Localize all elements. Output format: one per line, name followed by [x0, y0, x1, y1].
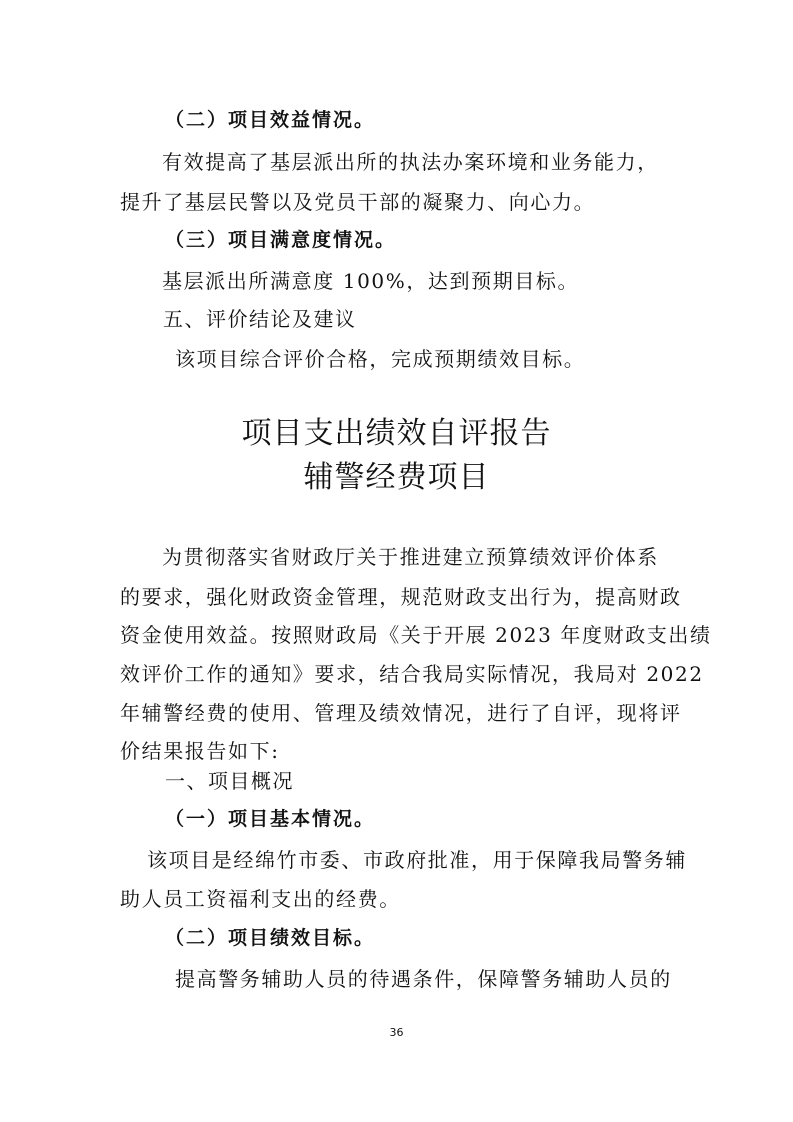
page-number: 36: [389, 1026, 404, 1039]
paragraph-line: 助人员工资福利支出的经费。: [120, 887, 401, 911]
section-heading-goals: （二）项目绩效目标。: [165, 927, 376, 949]
report-title: 项目支出绩效自评报告: [241, 416, 552, 451]
paragraph-line: 该项目综合评价合格，完成预期绩效目标。: [175, 347, 586, 371]
paragraph-line: 的要求，强化财政资金管理，规范财政支出行为，提高财政: [120, 585, 682, 609]
paragraph-line: 年辅警经费的使用、管理及绩效情况，进行了自评，现将评: [120, 701, 682, 725]
report-subtitle: 辅警经费项目: [303, 460, 490, 495]
paragraph-line: 基层派出所满意度 100%，达到预期目标。: [162, 269, 580, 293]
paragraph-line: 价结果报告如下:: [120, 739, 280, 763]
paragraph-line: 效评价工作的通知》要求，结合我局实际情况，我局对 2022: [120, 662, 704, 686]
paragraph-line: 提高警务辅助人员的待遇条件，保障警务辅助人员的: [175, 967, 672, 991]
section-heading-benefit: （二）项目效益情况。: [165, 109, 376, 131]
section-heading-basic-info: （一）项目基本情况。: [165, 808, 376, 830]
section-heading-satisfaction: （三）项目满意度情况。: [165, 229, 397, 251]
paragraph-line: 该项目是经绵竹市委、市政府批准，用于保障我局警务辅: [147, 848, 687, 872]
section-heading-overview: 一、项目概况: [165, 769, 294, 793]
paragraph-line: 为贯彻落实省财政厅关于推进建立预算绩效评价体系: [162, 545, 659, 569]
paragraph-line: 有效提高了基层派出所的执法办案环境和业务能力，: [162, 150, 659, 174]
section-heading-conclusion: 五、评价结论及建议: [163, 307, 357, 331]
paragraph-line: 提升了基层民警以及党员干部的凝聚力、向心力。: [120, 190, 596, 214]
paragraph-line: 资金使用效益。按照财政局《关于开展 2023 年度财政支出绩: [120, 623, 712, 647]
